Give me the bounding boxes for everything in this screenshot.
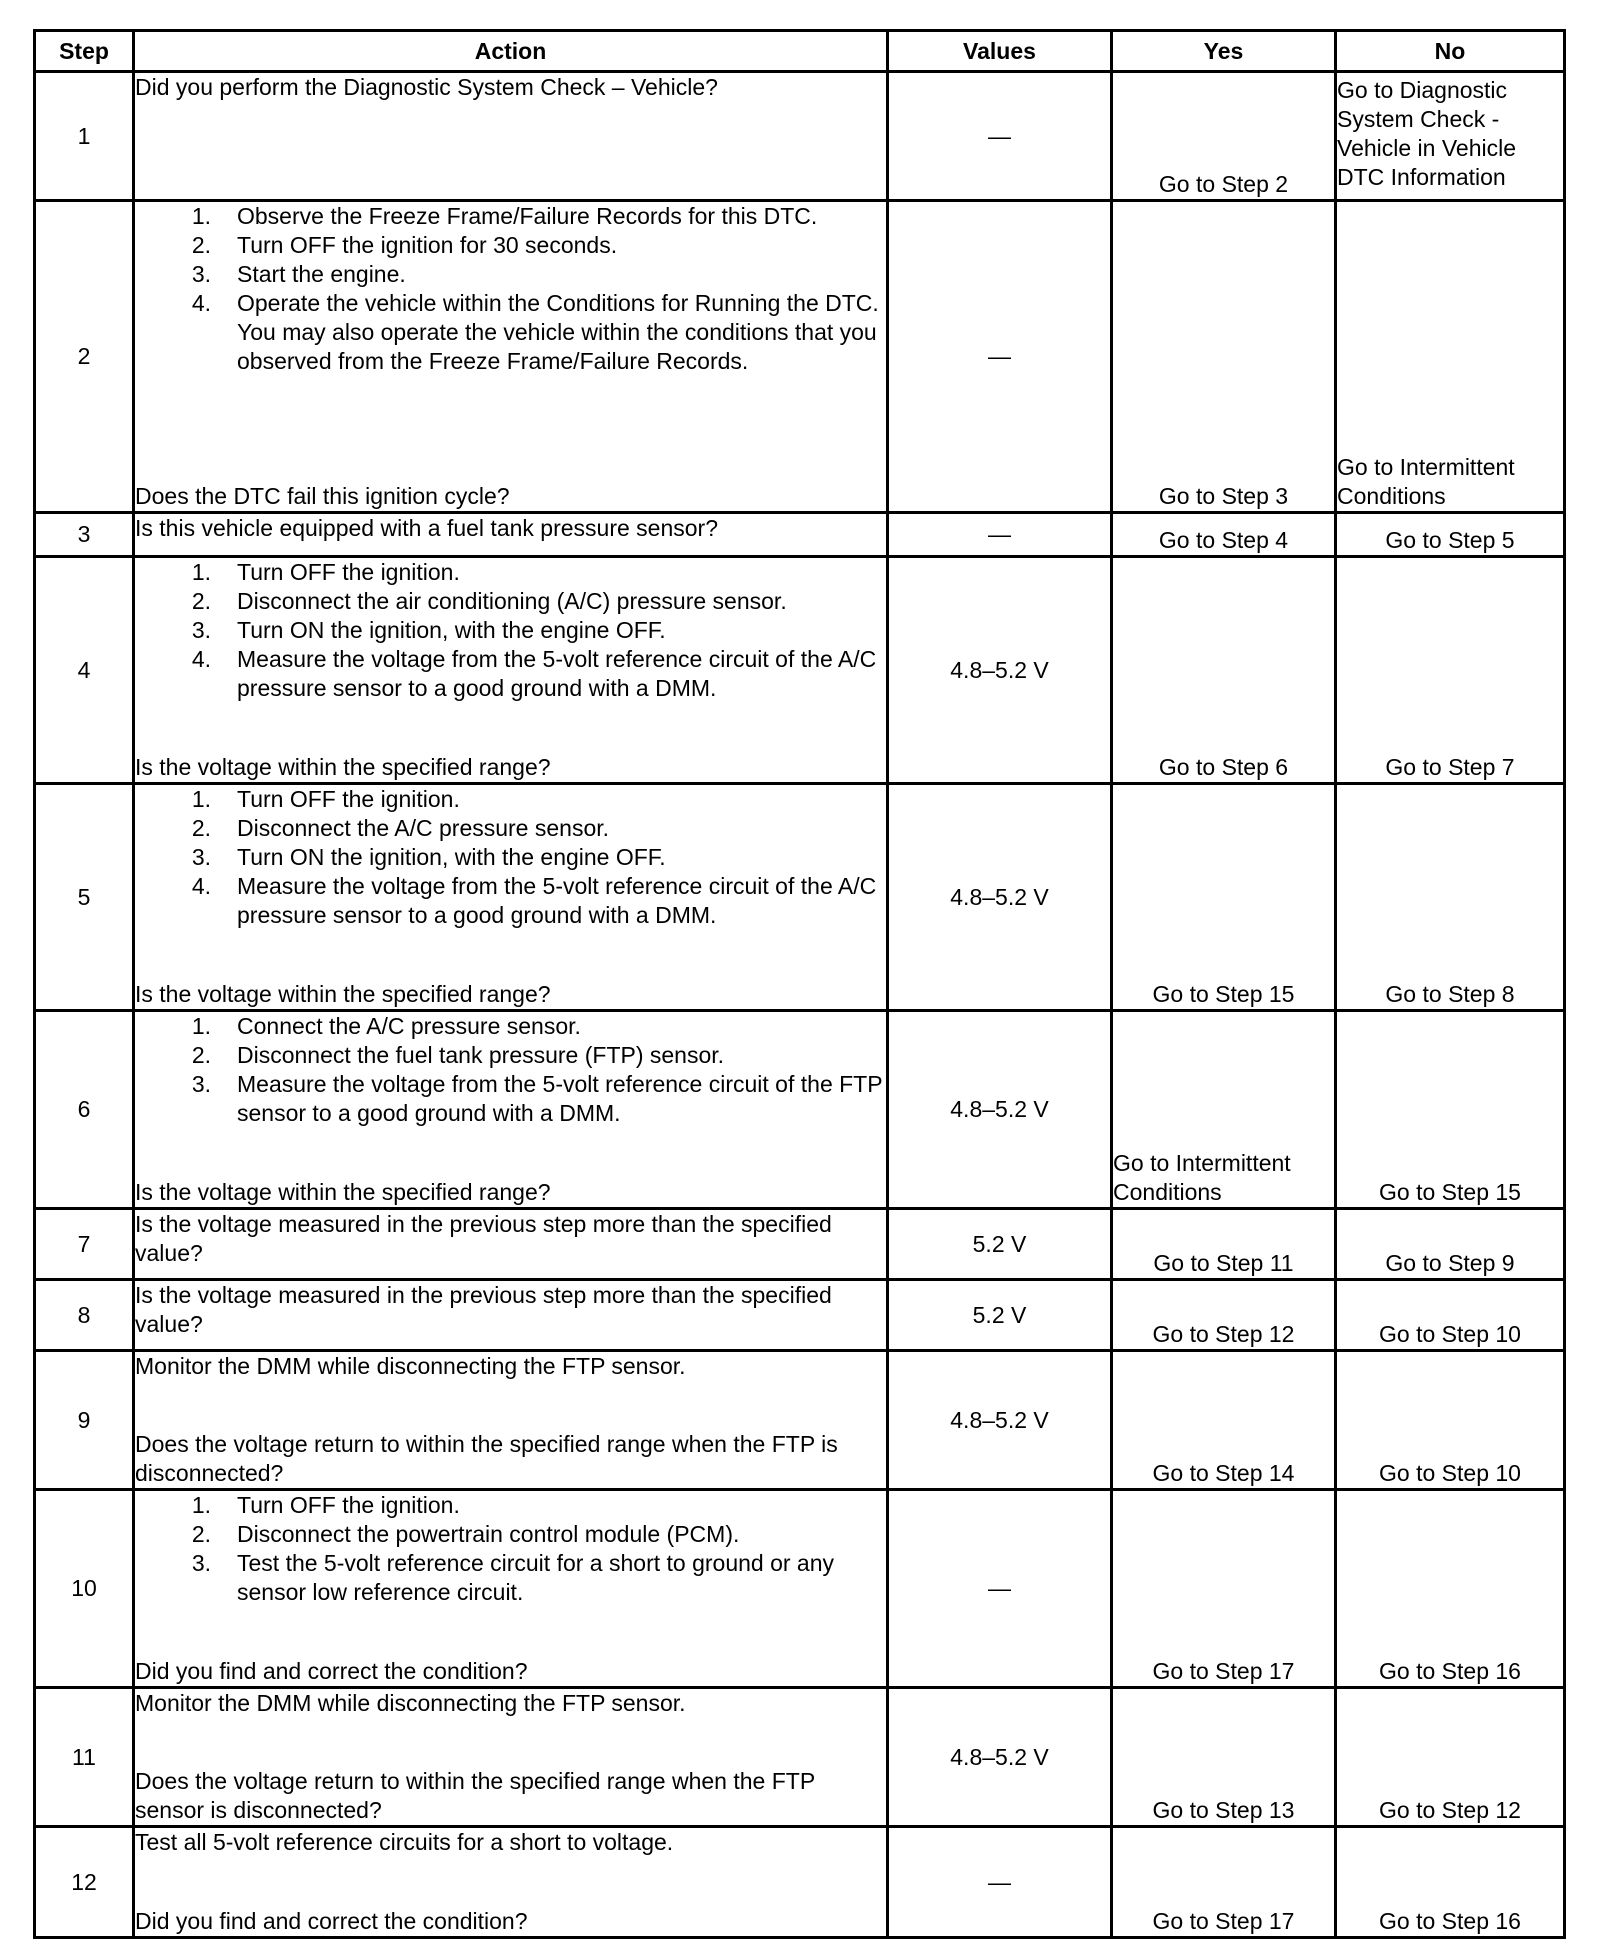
step-number: 4 xyxy=(35,557,134,784)
action-question: Does the voltage return to within the specified range when the FTP is disconnected? xyxy=(135,1431,838,1486)
action-question: Did you find and correct the condition? xyxy=(135,1658,528,1684)
list-item: 1. Turn OFF the ignition. xyxy=(191,786,460,812)
list-item: 4. Measure the voltage from the 5-volt reference circuit of the A/C pressure sensor to a good ground with a DMM. xyxy=(191,873,877,928)
table-row xyxy=(35,557,1565,784)
action-intro: Monitor the DMM while disconnecting the FTP sensor. xyxy=(135,1690,686,1716)
action-question: Is the voltage measured in the previous step more than the specified value? xyxy=(135,1282,832,1337)
header-values: Values xyxy=(888,31,1112,72)
step-number: 3 xyxy=(35,513,134,557)
table-row xyxy=(35,1351,1565,1490)
list-item: 1. Connect the A/C pressure sensor. xyxy=(191,1013,581,1039)
action-question: Is the voltage within the specified range? xyxy=(135,981,551,1007)
no-cell: Go to Diagnostic System Check - Vehicle in Vehicle DTC Information xyxy=(1336,72,1565,201)
no-cell: Go to Step 10 xyxy=(1336,1351,1565,1490)
step-number: 6 xyxy=(35,1011,134,1209)
list-item: 2. Disconnect the air conditioning (A/C) pressure sensor. xyxy=(191,588,787,614)
table-row xyxy=(35,1280,1565,1351)
action-cell xyxy=(134,1827,888,1938)
yes-cell: Go to Step 17 xyxy=(1112,1490,1336,1688)
yes-cell: Go to Step 6 xyxy=(1112,557,1336,784)
yes-cell: Go to Step 17 xyxy=(1112,1827,1336,1938)
header-step: Step xyxy=(35,31,134,72)
yes-cell: Go to Step 11 xyxy=(1112,1209,1336,1280)
step-number: 12 xyxy=(35,1827,134,1938)
action-cell xyxy=(134,1011,888,1209)
action-question: Is the voltage measured in the previous step more than the specified value? xyxy=(135,1211,832,1266)
value-cell: 4.8–5.2 V xyxy=(888,1688,1112,1827)
no-cell: Go to Step 12 xyxy=(1336,1688,1565,1827)
value-cell: — xyxy=(888,513,1112,557)
step-number: 11 xyxy=(35,1688,134,1827)
action-steps xyxy=(135,558,886,703)
table-row xyxy=(35,1011,1565,1209)
list-item: 1. Turn OFF the ignition. xyxy=(191,559,460,585)
action-steps xyxy=(135,1491,886,1607)
action-question: Is the voltage within the specified range? xyxy=(135,754,551,780)
value-cell: 5.2 V xyxy=(888,1209,1112,1280)
action-cell xyxy=(134,513,888,557)
value-cell: — xyxy=(888,201,1112,513)
list-item: 3. Turn ON the ignition, with the engine OFF. xyxy=(191,617,666,643)
table-row xyxy=(35,784,1565,1011)
step-number: 8 xyxy=(35,1280,134,1351)
table-row xyxy=(35,1827,1565,1938)
value-cell: — xyxy=(888,1490,1112,1688)
yes-cell: Go to Step 15 xyxy=(1112,784,1336,1011)
action-steps xyxy=(135,1012,886,1128)
action-cell xyxy=(134,1351,888,1490)
header-no: No xyxy=(1336,31,1565,72)
action-intro: Monitor the DMM while disconnecting the FTP sensor. xyxy=(135,1353,686,1379)
value-cell: — xyxy=(888,1827,1112,1938)
diagnostic-table xyxy=(33,29,1566,1939)
table-row xyxy=(35,1688,1565,1827)
step-number: 2 xyxy=(35,201,134,513)
table-row xyxy=(35,72,1565,201)
yes-cell: Go to Step 14 xyxy=(1112,1351,1336,1490)
value-cell: 5.2 V xyxy=(888,1280,1112,1351)
no-cell: Go to Step 16 xyxy=(1336,1490,1565,1688)
action-cell xyxy=(134,201,888,513)
yes-cell: Go to Step 4 xyxy=(1112,513,1336,557)
no-cell: Go to Step 15 xyxy=(1336,1011,1565,1209)
action-cell xyxy=(134,557,888,784)
step-number: 1 xyxy=(35,72,134,201)
action-cell xyxy=(134,1688,888,1827)
list-item: 2. Turn OFF the ignition for 30 seconds. xyxy=(191,232,618,258)
action-intro: Test all 5-volt reference circuits for a short to voltage. xyxy=(135,1829,674,1855)
table-row xyxy=(35,1209,1565,1280)
yes-cell: Go to Step 3 xyxy=(1112,201,1336,513)
list-item: 2. Disconnect the A/C pressure sensor. xyxy=(191,815,610,841)
table-row xyxy=(35,513,1565,557)
step-number: 9 xyxy=(35,1351,134,1490)
list-item: 4. Measure the voltage from the 5-volt reference circuit of the A/C pressure sensor to a good ground with a DMM. xyxy=(191,646,877,701)
action-steps xyxy=(135,202,886,376)
header-yes: Yes xyxy=(1112,31,1336,72)
no-cell: Go to Step 7 xyxy=(1336,557,1565,784)
list-item: 2. Disconnect the powertrain control module (PCM). xyxy=(191,1521,740,1547)
list-item: 3. Test the 5-volt reference circuit for a short to ground or any sensor low reference circuit. xyxy=(191,1550,835,1605)
diagnostic-table-container xyxy=(33,29,1566,1939)
no-cell: Go to Step 10 xyxy=(1336,1280,1565,1351)
action-steps xyxy=(135,785,886,930)
value-cell: 4.8–5.2 V xyxy=(888,557,1112,784)
action-question: Does the voltage return to within the specified range when the FTP sensor is disconnected? xyxy=(135,1768,815,1823)
list-item: 3. Turn ON the ignition, with the engine OFF. xyxy=(191,844,666,870)
list-item: 4. Operate the vehicle within the Conditions for Running the DTC. You may also operate the vehicle within the conditions that you observed from the Freeze Frame/Failure Records. xyxy=(191,290,879,374)
yes-cell: Go to Step 13 xyxy=(1112,1688,1336,1827)
step-number: 7 xyxy=(35,1209,134,1280)
no-cell: Go to Step 8 xyxy=(1336,784,1565,1011)
value-cell: 4.8–5.2 V xyxy=(888,1011,1112,1209)
action-question: Did you perform the Diagnostic System Check – Vehicle? xyxy=(135,74,718,100)
no-cell: Go to Step 9 xyxy=(1336,1209,1565,1280)
value-cell: 4.8–5.2 V xyxy=(888,784,1112,1011)
action-cell xyxy=(134,1490,888,1688)
no-cell: Go to Step 16 xyxy=(1336,1827,1565,1938)
table-row xyxy=(35,1490,1565,1688)
action-question: Is this vehicle equipped with a fuel tank pressure sensor? xyxy=(135,515,718,541)
header-row xyxy=(35,31,1565,72)
list-item: 3. Measure the voltage from the 5-volt reference circuit of the FTP sensor to a good ground with a DMM. xyxy=(191,1071,883,1126)
table-row xyxy=(35,201,1565,513)
value-cell: — xyxy=(888,72,1112,201)
list-item: 2. Disconnect the fuel tank pressure (FTP) sensor. xyxy=(191,1042,725,1068)
step-number: 5 xyxy=(35,784,134,1011)
yes-cell: Go to Step 12 xyxy=(1112,1280,1336,1351)
action-question: Does the DTC fail this ignition cycle? xyxy=(135,483,510,509)
action-cell xyxy=(134,1280,888,1351)
action-cell xyxy=(134,1209,888,1280)
header-action: Action xyxy=(134,31,888,72)
step-number: 10 xyxy=(35,1490,134,1688)
action-question: Did you find and correct the condition? xyxy=(135,1908,528,1934)
action-question: Is the voltage within the specified range? xyxy=(135,1179,551,1205)
list-item: 3. Start the engine. xyxy=(191,261,406,287)
action-cell xyxy=(134,784,888,1011)
yes-cell: Go to Step 2 xyxy=(1112,72,1336,201)
list-item: 1. Observe the Freeze Frame/Failure Records for this DTC. xyxy=(191,203,818,229)
yes-cell: Go to Intermittent Conditions xyxy=(1112,1011,1336,1209)
value-cell: 4.8–5.2 V xyxy=(888,1351,1112,1490)
no-cell: Go to Step 5 xyxy=(1336,513,1565,557)
no-cell: Go to Intermittent Conditions xyxy=(1336,201,1565,513)
action-cell xyxy=(134,72,888,201)
list-item: 1. Turn OFF the ignition. xyxy=(191,1492,460,1518)
